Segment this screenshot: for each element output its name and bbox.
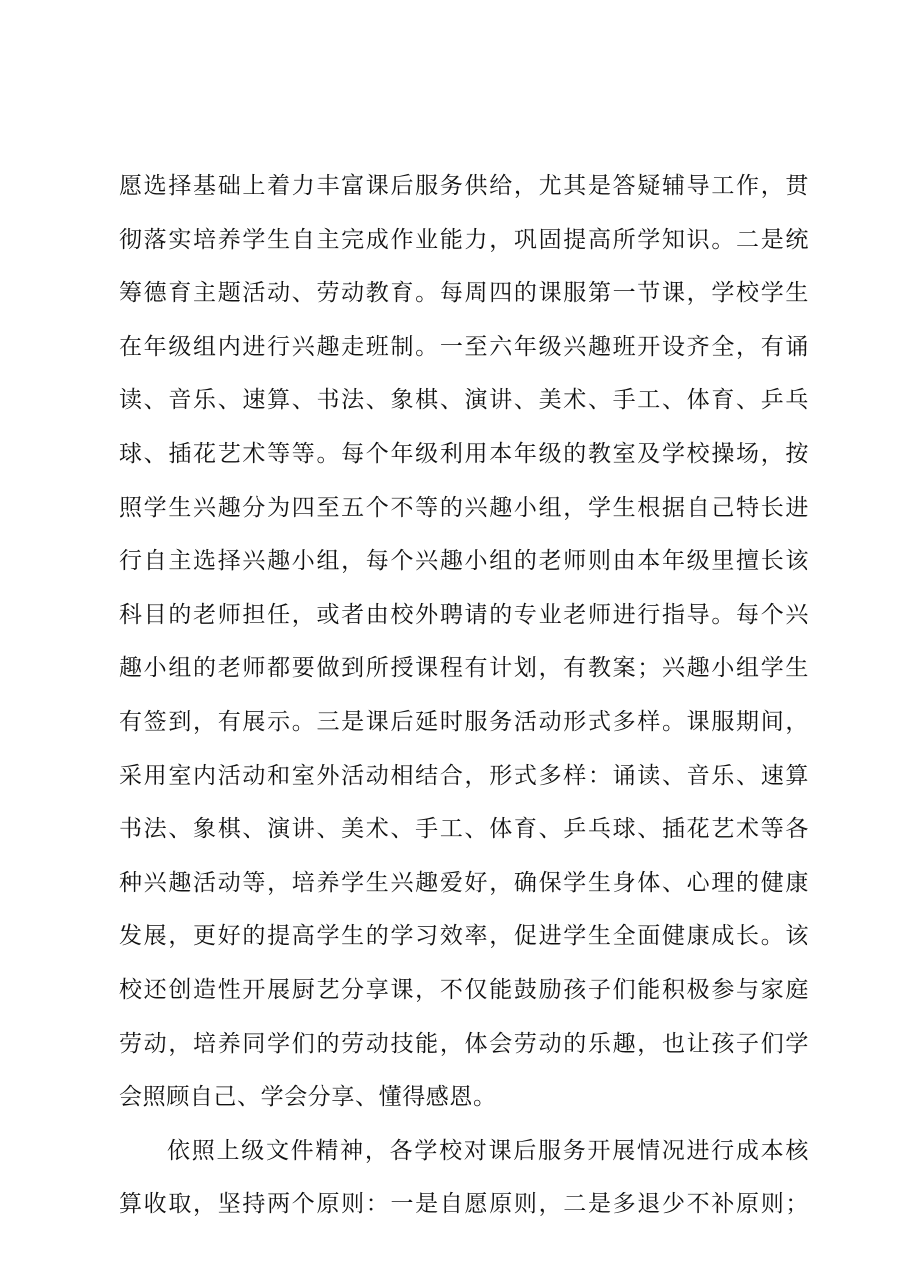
paragraph-1-line-5: 读、音乐、速算、书法、象棋、演讲、美术、手工、体育、乒乓: [119, 387, 809, 414]
paragraph-1-line-13: 书法、象棋、演讲、美术、手工、体育、乒乓球、插花艺术等各: [119, 816, 809, 843]
paragraph-1-line-4: 在年级组内进行兴趣走班制。一至六年级兴趣班开设齐全，有诵: [119, 333, 809, 360]
paragraph-1-line-17: 劳动，培养同学们的劳动技能，体会劳动的乐趣，也让孩子们学: [119, 1030, 809, 1057]
paragraph-1-line-6: 球、插花艺术等等。每个年级利用本年级的教室及学校操场，按: [119, 440, 809, 467]
paragraph-1-line-7: 照学生兴趣分为四至五个不等的兴趣小组，学生根据自己特长进: [119, 494, 809, 521]
paragraph-1-line-1: 愿选择基础上着力丰富课后服务供给，尤其是答疑辅导工作，贯: [119, 173, 809, 199]
paragraph-1-line-18: 会照顾自己、学会分享、懂得感恩。: [119, 1084, 497, 1111]
body-text: [119, 160, 809, 1232]
paragraph-1-line-14: 种兴趣活动等，培养学生兴趣爱好，确保学生身体、心理的健康: [119, 869, 809, 896]
paragraph-1-line-9: 科目的老师担任，或者由校外聘请的专业老师进行指导。每个兴: [119, 601, 809, 628]
paragraph-2-line-2: 算收取，坚持两个原则：一是自愿原则，二是多退少不补原则；: [119, 1191, 809, 1218]
paragraph-2-line-1: 依照上级文件精神，各学校对课后服务开展情况进行成本核: [167, 1137, 809, 1164]
paragraph-1-line-2: 彻落实培养学生自主完成作业能力，巩固提高所学知识。二是统: [119, 226, 809, 253]
paragraph-1-line-15: 发展，更好的提高学生的学习效率，促进学生全面健康成长。该: [119, 923, 809, 950]
paragraph-1-line-12: 采用室内活动和室外活动相结合，形式多样：诵读、音乐、速算: [119, 762, 809, 789]
paragraph-1-line-3: 筹德育主题活动、劳动教育。每周四的课服第一节课，学校学生: [119, 280, 809, 307]
paragraph-1-line-8: 行自主选择兴趣小组，每个兴趣小组的老师则由本年级里擅长该: [119, 548, 809, 575]
paragraph-1-line-16: 校还创造性开展厨艺分享课，不仅能鼓励孩子们能积极参与家庭: [119, 976, 809, 1003]
paragraph-1-line-10: 趣小组的老师都要做到所授课程有计划，有教案；兴趣小组学生: [119, 655, 809, 682]
paragraph-1-line-11: 有签到，有展示。三是课后延时服务活动形式多样。课服期间，: [119, 708, 809, 735]
